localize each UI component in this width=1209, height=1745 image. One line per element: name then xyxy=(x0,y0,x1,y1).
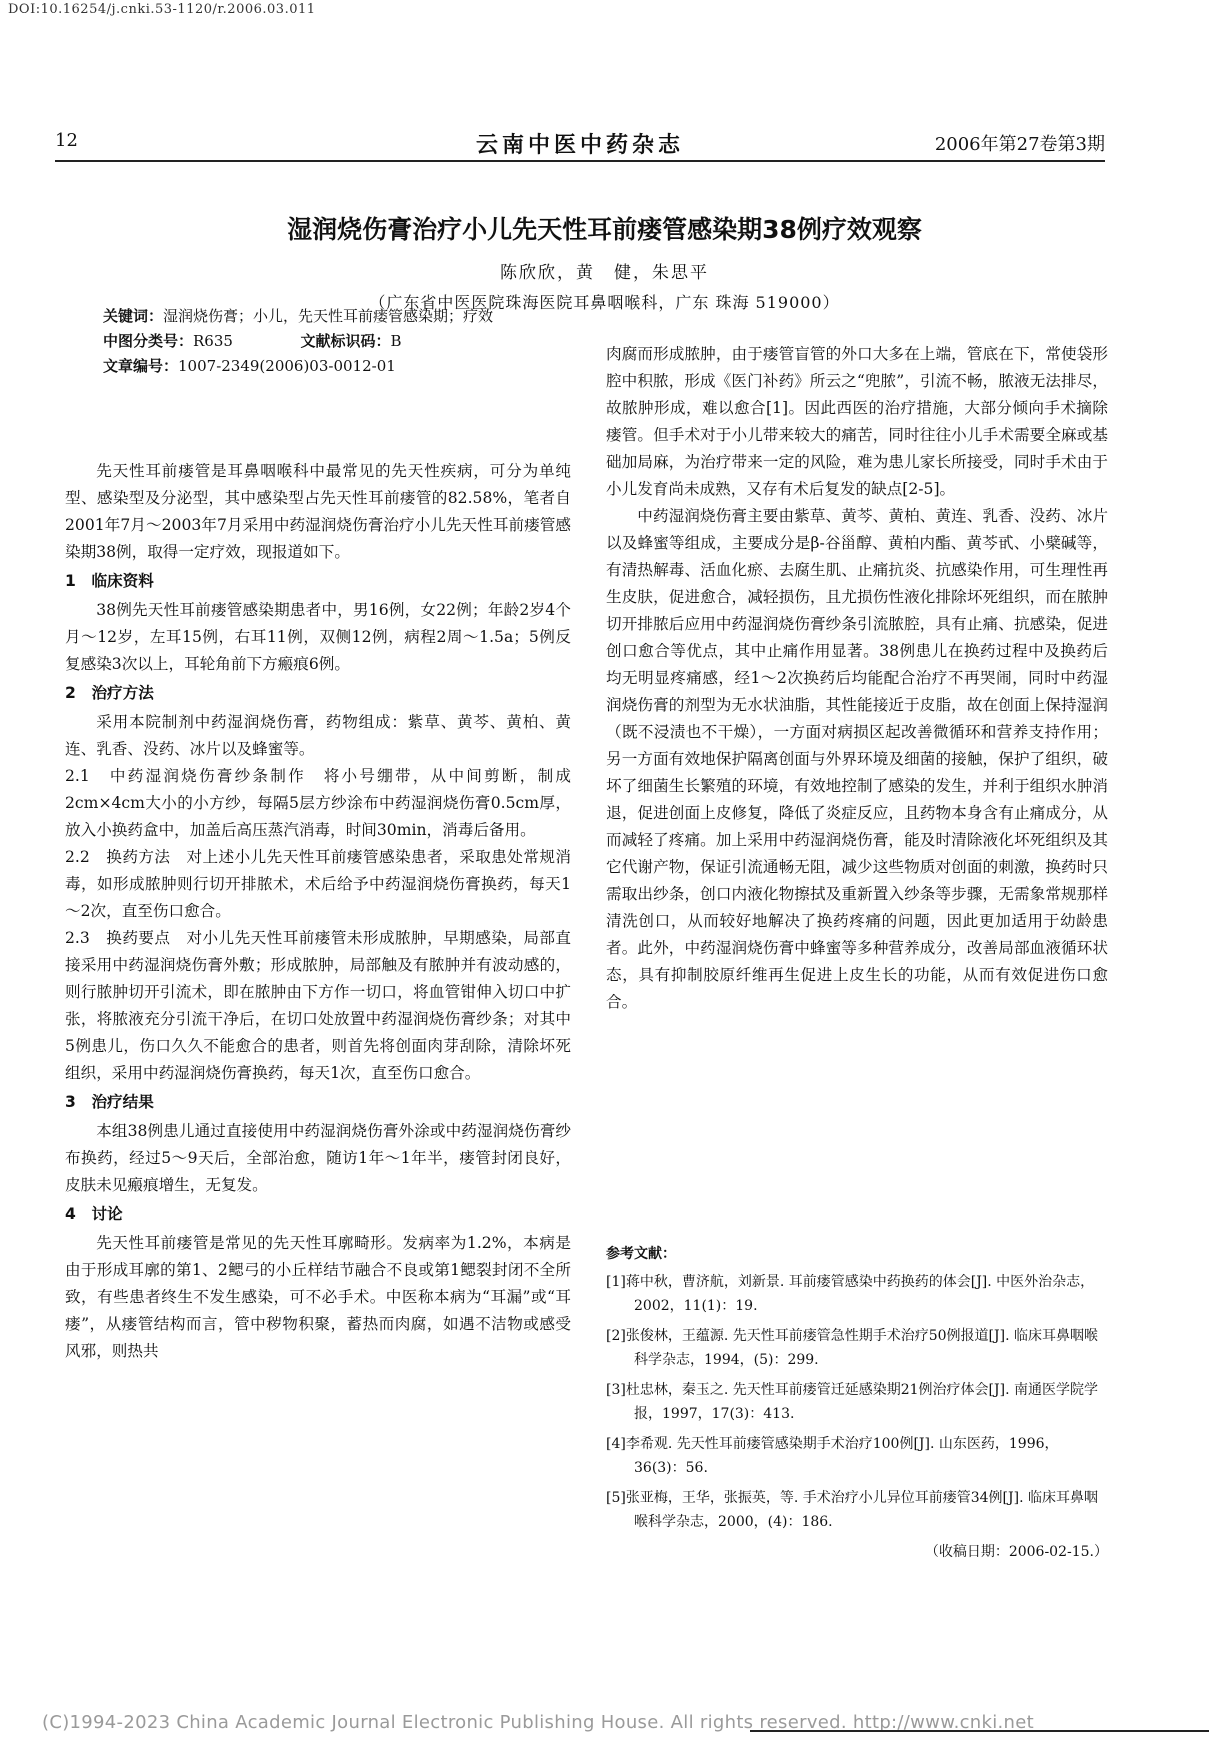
section-4-paragraph: 先天性耳前瘘管是常见的先天性耳廓畸形。发病率为1.2%，本病是由于形成耳廓的第1、2鳃弓的小丘样结节融合不良或第1鳃裂封闭不全所致，有些患者终生不发生感染，可不必手术。中医称本病为“耳漏”或“耳瘘”，从瘘管结构而言，管中秽物积聚，蓄热而肉腐，如遇不洁物或感受风邪，则热共 xyxy=(65,1234,571,1360)
section-heading-3: 3 治疗结果 xyxy=(65,1093,154,1111)
running-header xyxy=(55,130,1105,156)
section-heading-1: 1 临床资料 xyxy=(65,572,154,590)
intro-paragraph: 先天性耳前瘘管是耳鼻咽喉科中最常见的先天性疾病，可分为单纯型、感染型及分泌型，其中感染型占先天性耳前瘘管的82.58%，笔者自2001年7月～2003年7月采用中药湿润烧伤膏治疗小儿先天性耳前瘘管感染期38例，取得一定疗效，现报道如下。 xyxy=(65,462,571,561)
keywords-value: 湿润烧伤膏；小儿，先天性耳前瘘管感染期；疗效 xyxy=(163,307,494,325)
right-column xyxy=(606,341,1108,1016)
issue-info: 2006年第27卷第3期 xyxy=(934,134,1105,155)
subsection-2-3: 2.3 换药要点 对小儿先天性耳前瘘管未形成脓肿，早期感染，局部直接采用中药湿润烧伤膏外敷；形成脓肿，局部触及有脓肿并有波动感的，则行脓肿切开引流术，即在脓肿由下方作一切口，将血管钳伸入切口中扩张，将脓液充分引流干净后，在切口处放置中药湿润烧伤膏纱条；对其中5例患儿，伤口久久不能愈合的患者，则首先将创面肉芽刮除，清除坏死组织，采用中药湿润烧伤膏换药，每天1次，直至伤口愈合。 xyxy=(65,929,571,1082)
reference-item: [5]张亚梅，王华，张振英，等. 手术治疗小儿异位耳前瘘管34例[J]. 临床耳鼻咽喉科学杂志，2000，(4)：186. xyxy=(606,1490,1098,1530)
reference-item: [4]李希观. 先天性耳前瘘管感染期手术治疗100例[J]. 山东医药，1996，36(3)：56. xyxy=(606,1436,1059,1476)
article-title: 湿润烧伤膏治疗小儿先天性耳前瘘管感染期38例疗效观察 xyxy=(287,215,922,244)
keywords-line xyxy=(103,305,573,328)
article-no-label: 文章编号： xyxy=(103,357,179,375)
header-rule xyxy=(55,160,1105,162)
page-number: 12 xyxy=(55,130,78,151)
footer-rule xyxy=(750,1730,1209,1732)
reference-item: [2]张俊林，王蕴源. 先天性耳前瘘管急性期手术治疗50例报道[J]. 临床耳鼻咽喉科学杂志，1994，(5)：299. xyxy=(606,1328,1098,1368)
classification-line xyxy=(103,330,573,353)
clc-label: 中图分类号： xyxy=(103,332,194,350)
references xyxy=(606,1242,1108,1564)
doc-code-label: 文献标识码： xyxy=(300,332,391,350)
copyright-footer: (C)1994-2023 China Academic Journal Electronic Publishing House. All rights reserved. http://www.cnki.net xyxy=(42,1712,1034,1733)
article-authors: 陈欣欣，黄 健，朱思平 xyxy=(500,263,709,283)
subsection-2-1: 2.1 中药湿润烧伤膏纱条制作 将小号绷带，从中间剪断，制成2cm×4cm大小的小方纱，每隔5层方纱涂布中药湿润烧伤膏0.5cm厚，放入小换药盒中，加盖后高压蒸汽消毒，时间30min，消毒后备用。 xyxy=(65,767,571,839)
reference-item: [1]蒋中秋，曹济航，刘新景. 耳前瘘管感染中药换药的体会[J]. 中医外治杂志，2002，11(1)：19. xyxy=(606,1274,1095,1314)
clc-value: R635 xyxy=(193,332,233,350)
keywords-label: 关键词： xyxy=(103,307,164,325)
subsection-2-2: 2.2 换药方法 对上述小儿先天性耳前瘘管感染患者，采取患处常规消毒，如形成脓肿则行切开排脓术，术后给予中药湿润烧伤膏换药，每天1～2次，直至伤口愈合。 xyxy=(65,848,571,920)
doc-code-value: B xyxy=(390,332,402,350)
section-heading-2: 2 治疗方法 xyxy=(65,684,154,702)
discussion-paragraph-2: 中药湿润烧伤膏主要由紫草、黄芩、黄柏、黄连、乳香、没药、冰片以及蜂蜜等组成，主要成分是β-谷甾醇、黄柏内酯、黄芩甙、小檗碱等，有清热解毒、活血化瘀、去腐生肌、止痛抗炎、抗感染作用，可生理性再生皮肤，促进愈合，减轻损伤，且尤损伤性液化排除坏死组织，而在脓肿切开排脓后应用中药湿润烧伤膏纱条引流脓腔，具有止痛、抗感染，促进创口愈合等优点，其中止痛作用显著。38例患儿在换药过程中及换药后均无明显疼痛感，经1～2次换药后均能配合治疗不再哭闹，同时中药湿润烧伤膏的剂型为无水状油脂，其性能接近于皮脂，故在创面上保持湿润（既不浸渍也不干燥），一方面对病损区起改善微循环和营养支持作用；另一方面有效地保护隔离创面与外界环境及细菌的接触，保护了组织，破坏了细菌生长繁殖的环境，有效地控制了感染的发生，并利于组织水肿消退，促进创面上皮修复，降低了炎症反应，且药物本身含有止痛成分，从而减轻了疼痛。加上采用中药湿润烧伤膏，能及时清除液化坏死组织及其它代谢产物，保证引流通畅无阻，减少这些物质对创面的刺激，换药时只需取出纱条，创口内液化物擦拭及重新置入纱条等步骤，无需象常规那样清洗创口，从而较好地解决了换药疼痛的问题，因此更加适用于幼龄患者。此外，中药湿润烧伤膏中蜂蜜等多种营养成分，改善局部血液循环状态，具有抑制胶原纤维再生促进上皮生长的功能，从而有效促进伤口愈合。 xyxy=(606,507,1108,1011)
received-date: （收稿日期：2006-02-15.） xyxy=(924,1544,1108,1560)
article-affiliation: （广东省中医医院珠海医院耳鼻咽喉科，广东 珠海 519000） xyxy=(369,293,840,312)
reference-item: [3]杜忠林，秦玉之. 先天性耳前瘘管迁延感染期21例治疗体会[J]. 南通医学院学报，1997，17(3)：413. xyxy=(606,1382,1098,1422)
references-heading: 参考文献： xyxy=(606,1246,676,1262)
section-heading-4: 4 讨论 xyxy=(65,1205,123,1223)
doi-line: DOI:10.16254/j.cnki.53-1120/r.2006.03.011 xyxy=(8,2,316,17)
section-1-paragraph: 38例先天性耳前瘘管感染期患者中，男16例，女22例；年龄2岁4个月～12岁，左耳15例，右耳11例，双侧12例，病程2周～1.5a；5例反复感染3次以上，耳轮角前下方瘢痕6例。 xyxy=(65,601,571,673)
article-no-value: 1007-2349(2006)03-0012-01 xyxy=(178,357,396,375)
article-number-line xyxy=(103,355,573,378)
section-3-paragraph: 本组38例患儿通过直接使用中药湿润烧伤膏外涂或中药湿润烧伤膏纱布换药，经过5～9天后，全部治愈，随访1年～1年半，瘘管封闭良好，皮肤未见瘢痕增生，无复发。 xyxy=(65,1122,571,1194)
left-column xyxy=(65,458,571,1365)
section-2-paragraph: 采用本院制剂中药湿润烧伤膏，药物组成：紫草、黄芩、黄柏、黄连、乳香、没药、冰片以及蜂蜜等。 xyxy=(65,713,571,758)
journal-name: 云南中医中药杂志 xyxy=(475,133,684,158)
discussion-continued: 肉腐而形成脓肿，由于瘘管盲管的外口大多在上端，管底在下，常使袋形腔中积脓，形成《医门补药》所云之“兜脓”，引流不畅，脓液无法排尽，故脓肿形成，难以愈合[1]。因此西医的治疗措施，大部分倾向手术摘除瘘管。但手术对于小儿带来较大的痛苦，同时往往小儿手术需要全麻或基础加局麻，为治疗带来一定的风险，难为患儿家长所接受，同时手术由于小儿发育尚未成熟，又存有术后复发的缺点[2-5]。 xyxy=(606,345,1108,498)
